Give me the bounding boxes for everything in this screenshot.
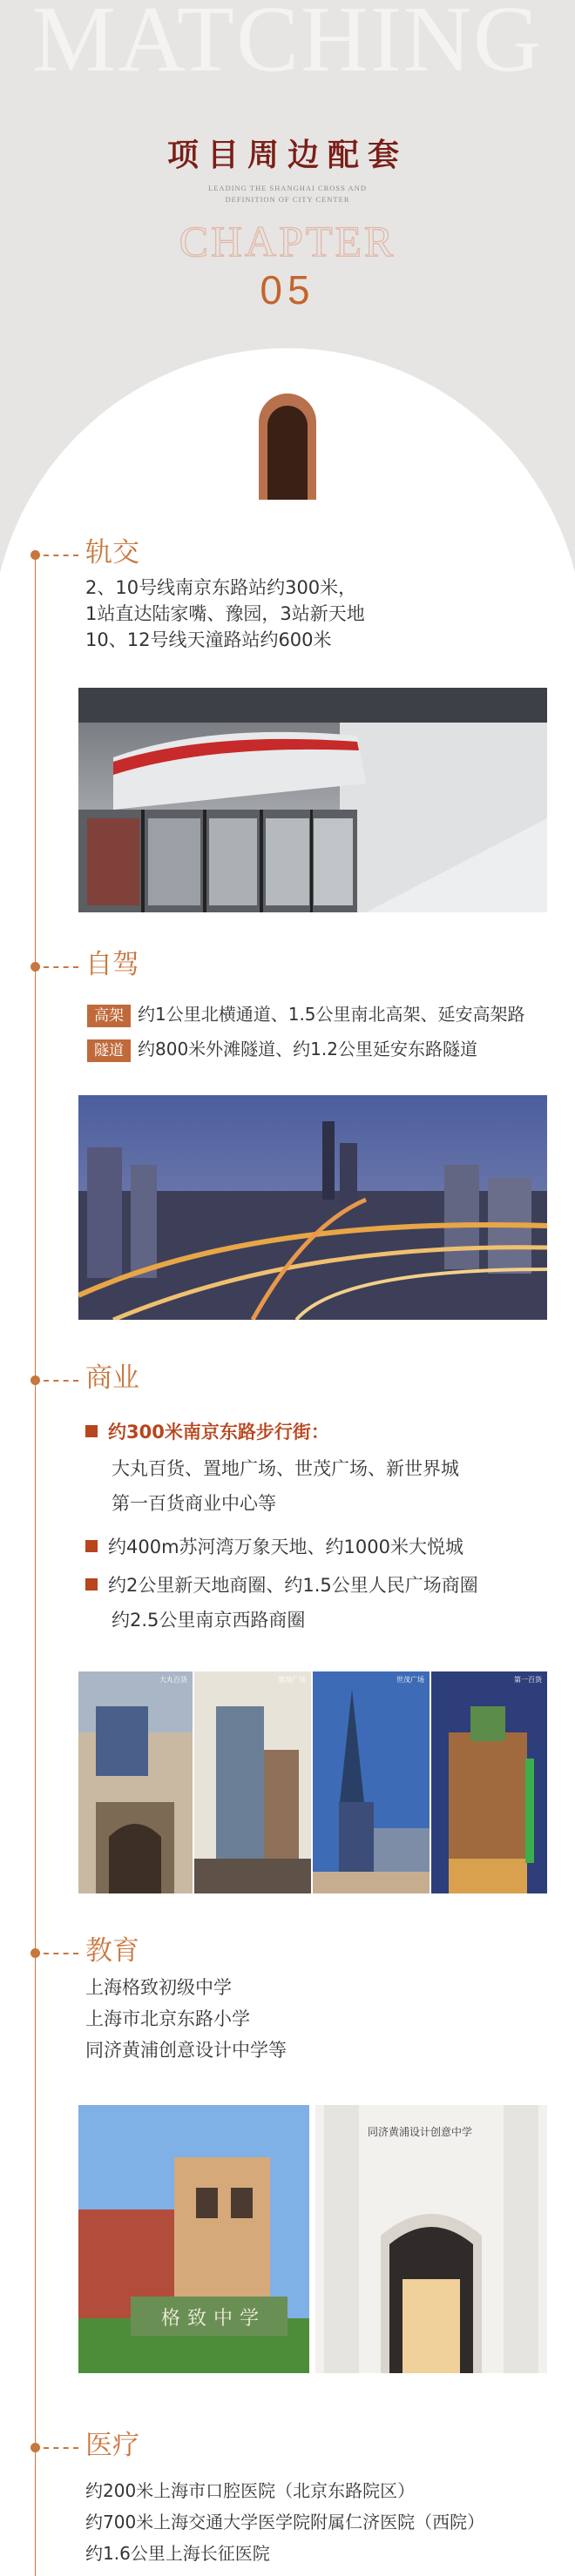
- timeline-dot: [30, 1375, 40, 1385]
- transit-line: 10、12号线天潼路站约600米: [85, 629, 332, 650]
- photo-caption: 世茂广场: [396, 1676, 424, 1684]
- school-sign: 同济黄浦设计创意中学: [368, 2126, 473, 2138]
- arch-door-image: [259, 393, 316, 500]
- commerce-line: 第一百货商业中心等: [112, 1493, 276, 1514]
- commerce-bullet: [85, 1534, 463, 1560]
- bullet-square-icon: [85, 1425, 98, 1437]
- timeline-dash: [44, 1953, 78, 1954]
- commerce-line: 大丸百货、置地广场、世茂广场、新世界城: [112, 1458, 459, 1479]
- medical-line: 约1.6公里上海长征医院: [85, 2543, 270, 2564]
- chapter-label: CHAPTER: [179, 217, 396, 266]
- commerce-bullet: [85, 1572, 478, 1598]
- transit-line: 2、10号线南京东路站约300米，: [85, 577, 357, 598]
- education-line: 上海市北京东路小学: [85, 2008, 250, 2029]
- mall-photo-1: [78, 1671, 193, 1893]
- timeline-dot: [30, 550, 40, 560]
- school-photo-1: [78, 2105, 309, 2373]
- background-word: MATCHING: [31, 0, 543, 91]
- timeline-dash: [44, 555, 78, 556]
- school-sign: 格致中学: [161, 2308, 267, 2330]
- mall-photo-2: [194, 1671, 311, 1893]
- drive-row-text: 约1公里北横通道、1.5公里南北高架、延安高架路: [138, 1004, 525, 1025]
- timeline-line: [35, 550, 36, 2576]
- commerce-line: 约400m苏河湾万象天地、约1000米大悦城: [108, 1537, 463, 1557]
- transit-line: 1站直达陆家嘴、豫园，3站新天地: [85, 603, 365, 624]
- elevated-road-photo: [78, 1095, 547, 1320]
- medical-line: 约200米上海市口腔医院（北京东路院区）: [85, 2480, 416, 2501]
- photo-caption: 大丸百货: [159, 1676, 187, 1684]
- photo-caption: 置地广场: [278, 1676, 306, 1684]
- commerce-highlight: 约300米南京东路步行街：: [108, 1422, 329, 1443]
- timeline-dot: [30, 962, 40, 972]
- school-photo-2: [315, 2105, 547, 2373]
- medical-line: 约700米上海交通大学医学院附属仁济医院（西院）: [85, 2512, 485, 2532]
- section-title-commerce: 商业: [85, 1362, 139, 1394]
- page-title: 项目周边配套: [166, 137, 408, 173]
- commerce-bullet: [85, 1419, 329, 1445]
- mall-photo-3: [313, 1671, 430, 1893]
- metro-station-photo: [78, 688, 547, 912]
- tag-elevated: 高架: [87, 1005, 131, 1027]
- section-title-education: 教育: [85, 1935, 139, 1967]
- timeline-dash: [44, 1380, 78, 1382]
- chapter-number: 05: [260, 267, 315, 313]
- section-title-transit: 轨交: [85, 537, 139, 568]
- drive-row: [87, 1001, 525, 1027]
- section-title-medical: 医疗: [85, 2430, 139, 2461]
- commerce-line: 约2.5公里南京西路商圈: [112, 1610, 306, 1631]
- subtitle-line-2: DEFINITION OF CITY CENTER: [225, 194, 350, 204]
- timeline-dash: [44, 966, 78, 968]
- timeline-dot: [30, 1948, 40, 1958]
- photo-caption: 第一百货: [514, 1676, 542, 1684]
- subtitle-line-1: LEADING THE SHANGHAI CROSS AND: [208, 184, 367, 192]
- education-line: 同济黄浦创意设计中学等: [85, 2040, 287, 2061]
- timeline-dash: [44, 2447, 78, 2449]
- page-subtitle: [0, 183, 575, 205]
- commerce-line: 约2公里新天地商圈、约1.5公里人民广场商圈: [108, 1575, 478, 1596]
- mall-photo-4: [431, 1671, 547, 1893]
- timeline-dot: [30, 2443, 40, 2452]
- drive-row-text: 约800米外滩隧道、约1.2公里延安东路隧道: [138, 1039, 477, 1059]
- bullet-square-icon: [85, 1578, 98, 1591]
- bullet-square-icon: [85, 1540, 98, 1552]
- drive-row: [87, 1036, 477, 1062]
- tag-tunnel: 隧道: [87, 1039, 131, 1062]
- education-line: 上海格致初级中学: [85, 1977, 232, 1998]
- section-title-drive: 自驾: [85, 949, 139, 980]
